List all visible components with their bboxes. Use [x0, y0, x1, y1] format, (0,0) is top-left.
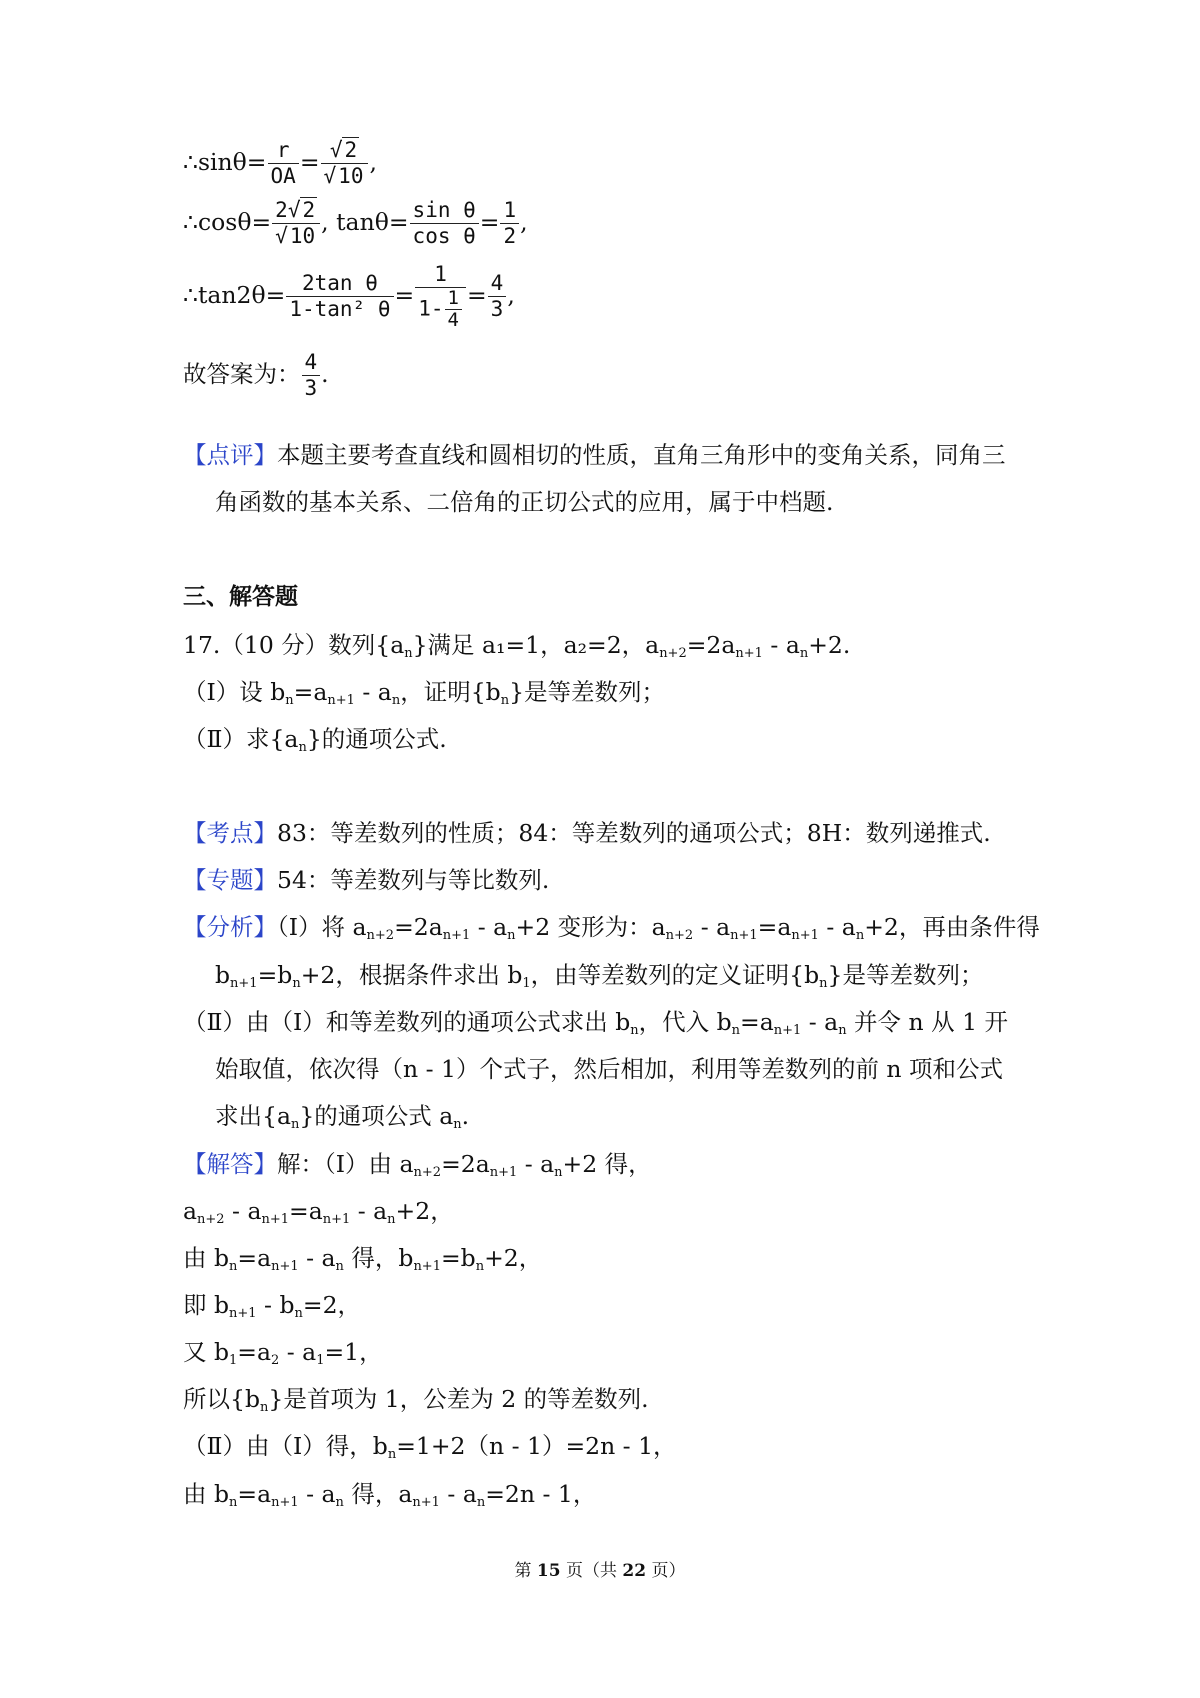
solution-line-3: 由 $b_n=a_{n+1} - a_n$ 得，$b_{n+1}=b_n+2$，: [183, 1244, 543, 1274]
tan2-lhs: tan2θ=: [197, 281, 286, 309]
fraction-four-thirds: $\frac{4}{3}$: [488, 271, 507, 322]
section-heading: 三、解答题: [183, 584, 298, 610]
analysis-line-5: 求出$\{a_n\}$的通项公式 $a_n$.: [215, 1102, 470, 1132]
zhuanti-tag: 【专题】: [183, 866, 277, 894]
sin-formula-line: ∴sinθ= $\frac{r}{OA}$ = $\frac{√2}{√10}$ ,: [183, 138, 377, 188]
solution-line-7: （Ⅱ）由（Ⅰ）得，$b_n=1+2(n - 1)=2n - 1$，: [183, 1432, 677, 1462]
analysis-line-1: 【分析】（Ⅰ）将 $a_{n+2}=2a_{n+1} - a_n+2$ 变形为：$a_{n+2} - a_{n+1}=a_{n+1} - a_n+2$，再由条件得: [183, 913, 1040, 943]
page-number: 15: [536, 1561, 561, 1581]
problem-part-1: （Ⅰ）设 $b_n=a_{n+1} - a_n$，证明$\{b_n\}$是等差数列；: [183, 678, 666, 708]
cos-tan-formula-line: ∴cosθ= $\frac{2√2}{√10}$ , tanθ= $\frac{\text{sin θ}}{\text{cos θ}}$ = $\frac{1}{2}$ ,: [183, 198, 528, 248]
total-pages: 22: [622, 1561, 647, 1581]
fraction-double-angle: $\frac{\text{2tan θ}}{\text{1-tan² θ}}$: [286, 271, 393, 322]
fraction-r-over-oa: $\frac{r}{OA}$: [268, 138, 299, 189]
problem-part-2: （Ⅱ）求$\{a_n\}$的通项公式.: [183, 725, 447, 755]
solution-line-5: 又 $b_1=a_2 - a_1=1$，: [183, 1338, 383, 1368]
zhuanti-line: 【专题】54：等差数列与等比数列.: [183, 866, 550, 894]
kaodian-tag: 【考点】: [183, 819, 277, 847]
answer-line: 故答案为： $\frac{4}{3}$ .: [183, 350, 329, 400]
solution-line-1: 【解答】解：（Ⅰ）由 $a_{n+2}=2a_{n+1} - a_n+2$ 得，: [183, 1150, 652, 1180]
fraction-sin-over-cos: $\frac{\text{sin θ}}{\text{cos θ}}$: [410, 198, 479, 249]
fenxi-tag: 【分析】: [183, 913, 277, 941]
jieda-tag: 【解答】: [183, 1150, 277, 1178]
analysis-line-3: （Ⅱ）由（Ⅰ）和等差数列的通项公式求出 $b_n$，代入 $b_n=a_{n+1} - a_n$ 并令 n 从 1 开: [183, 1008, 1009, 1038]
review-line-2: 角函数的基本关系、二倍角的正切公式的应用，属于中档题.: [215, 488, 834, 516]
kaodian-line: 【考点】83：等差数列的性质；84：等差数列的通项公式；8H：数列递推式.: [183, 819, 991, 847]
sin-lhs: sinθ=: [197, 148, 267, 176]
review-tag: 【点评】: [183, 441, 277, 469]
problem-statement: 17.（10 分）数列$\{a_n\}$满足 a₁=1，a₂=2，$a_{n+2}=2a_{n+1} - a_n+2$.: [183, 631, 851, 661]
page-footer: 第 15 页（共 22 页）: [514, 1561, 686, 1581]
analysis-line-4: 始取值，依次得（n - 1）个式子，然后相加，利用等差数列的前 n 项和公式: [215, 1055, 1004, 1083]
solution-line-4: 即 $b_{n+1} - b_n=2$，: [183, 1291, 362, 1321]
solution-line-6: 所以$\{b_n\}$是首项为 1，公差为 2 的等差数列.: [183, 1385, 649, 1415]
fraction-compound: 1 1- $\frac{1}{4}$: [415, 262, 466, 331]
tan2-formula-line: ∴tan2θ= $\frac{\text{2tan θ}}{\text{1-tan² θ}}$ = 1 1- $\frac{1}{4}$ = $\frac{4}{3}$ ,: [183, 262, 515, 331]
solution-line-8: 由 $b_n=a_{n+1} - a_n$ 得，$a_{n+1} - a_n=2n - 1$，: [183, 1480, 597, 1510]
cos-lhs: cosθ=: [197, 208, 272, 236]
therefore-symbol: ∴: [183, 148, 198, 176]
tan-lhs: tanθ=: [336, 208, 409, 236]
fraction-one-half: $\frac{1}{2}$: [500, 198, 519, 249]
review-line-1: 【点评】本题主要考查直线和圆相切的性质，直角三角形中的变角关系，同角三: [183, 441, 1006, 469]
answer-fraction: $\frac{4}{3}$: [302, 350, 321, 401]
analysis-line-2: $b_{n+1}=b_n+2$，根据条件求出 $b_1$，由等差数列的定义证明$\{b_n\}$是等差数列；: [215, 961, 984, 991]
fraction-2sqrt2-over-sqrt10: $\frac{2√2}{√10}$: [272, 198, 320, 249]
solution-line-2: $a_{n+2} - a_{n+1}=a_{n+1} - a_n+2$，: [183, 1197, 454, 1227]
fraction-sqrt2-over-sqrt10: $\frac{√2}{√10}$: [321, 138, 369, 189]
answer-label: 故答案为：: [183, 360, 301, 388]
fraction-one-quarter: $\frac{1}{4}$: [445, 288, 462, 331]
